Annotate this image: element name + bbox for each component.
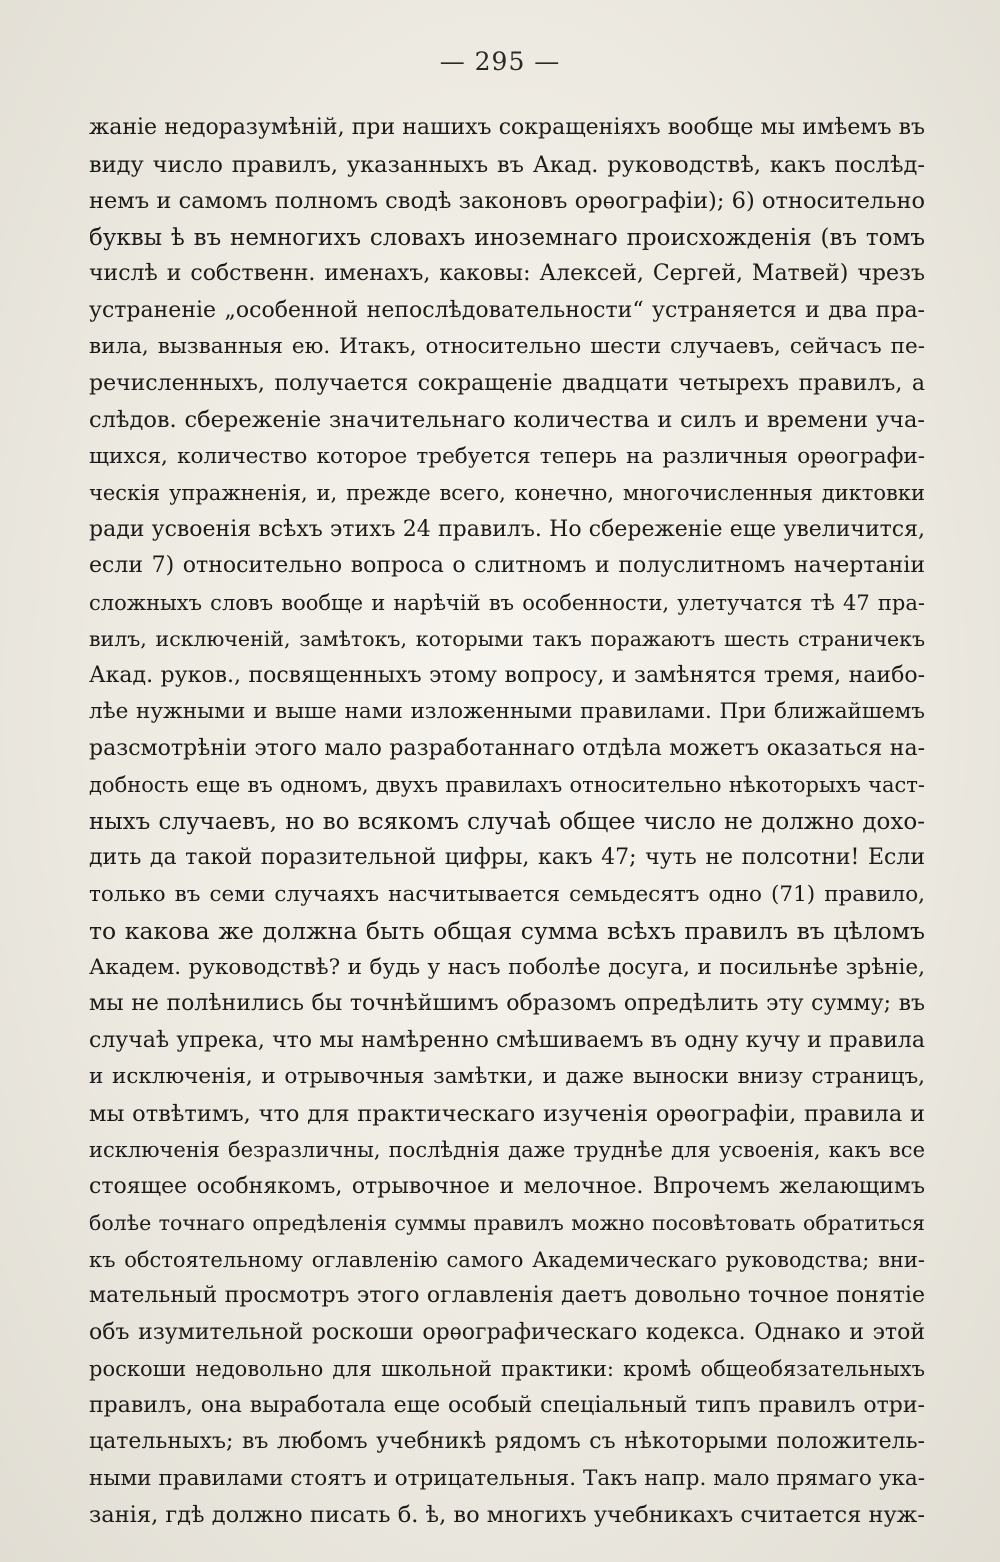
text-line: Академ. руководствѣ? и будь у насъ поболѣе досуга, и посильнѣе зрѣніе, [89, 954, 925, 980]
text-line: мы отвѣтимъ, что для практическаго изученія орѳографіи, правила и [89, 1100, 925, 1127]
text-line: занія, гдѣ должно писать б. ѣ, во многихъ учебникахъ считается нуж- [89, 1502, 925, 1528]
text-line: вила, вызванныя ею. Итакъ, относительно шести случаевъ, сейчасъ пе- [89, 334, 925, 359]
text-line: ради усвоенія всѣхъ этихъ 24 правилъ. Но сбереженіе еще увеличится, [89, 516, 925, 542]
page-number: — 295 — [439, 47, 561, 76]
text-line: речисленныхъ, получается сокращеніе двадцати четырехъ правилъ, а [89, 370, 925, 396]
text-line: то какова же должна быть общая сумма всѣхъ правилъ въ цѣломъ [89, 917, 925, 945]
body-text [89, 110, 925, 1534]
text-line: ческія упражненія, и, прежде всего, конечно, многочисленныя диктовки [89, 481, 925, 505]
text-line: стоящее особнякомъ, отрывочное и мелочное. Впрочемъ желающимъ [89, 1173, 925, 1199]
text-line: роскоши недовольно для школьной практики: кромѣ общеобязательныхъ [89, 1357, 925, 1381]
text-line: жаніе недоразумѣній, при нашихъ сокращеніяхъ вообще мы имѣемъ въ [89, 115, 925, 140]
text-line: если 7) относительно вопроса о слитномъ и полуслитномъ начертаніи [89, 553, 925, 578]
text-line: случаѣ упрека, что мы намѣренно смѣшиваемъ въ одну кучу и правила [89, 1027, 925, 1053]
text-line: вилъ, исключеній, замѣтокъ, которыми такъ поражаютъ шесть страничекъ [89, 627, 925, 651]
text-line: исключенія безразличны, послѣднія даже труднѣе для усвоенія, какъ все [89, 1138, 925, 1162]
text-line: болѣе точнаго опредѣленія суммы правилъ можно посовѣтовать обратиться [89, 1211, 925, 1235]
text-line: цательныхъ; въ любомъ учебникѣ рядомъ съ нѣкоторыми положитель- [89, 1429, 925, 1454]
text-line: добность еще въ одномъ, двухъ правилахъ относительно нѣкоторыхъ част- [89, 773, 925, 797]
text-line: ныхъ случаевъ, но во всякомъ случаѣ общее число не должно дохо- [89, 808, 925, 835]
text-line: немъ и самомъ полномъ сводѣ законовъ орѳографіи); 6) относительно [89, 188, 925, 214]
text-line: лѣе нужными и выше нами изложенными правилами. При ближайшемъ [89, 699, 925, 724]
text-line: къ обстоятельному оглавленію самого Академическаго руководства; вни- [89, 1247, 925, 1272]
text-line: разсмотрѣніи этого мало разработаннаго отдѣла можетъ оказаться на- [89, 735, 925, 761]
text-line: мы не полѣнились бы точнѣйшимъ образомъ опредѣлить эту сумму; въ [89, 991, 925, 1016]
text-line: числѣ и собственн. именахъ, каковы: Алексей, Сергей, Матвей) чрезъ [89, 261, 925, 286]
text-line: щихся, количество которое требуется теперь на различныя орѳографи- [89, 443, 925, 469]
text-line: дить да такой поразительной цифры, какъ 47; чуть не полсотни! Если [89, 845, 925, 870]
text-line: только въ семи случаяхъ насчитывается семьдесятъ одно (71) правило, [89, 881, 925, 907]
text-line: мательный просмотръ этого оглавленія даетъ довольно точное понятіе [89, 1283, 925, 1308]
text-line: сложныхъ словъ вообще и нарѣчій въ особенности, улетучатся тѣ 47 пра- [89, 590, 925, 615]
text-line: Акад. руков., посвященныхъ этому вопросу, и замѣнятся тремя, наибо- [89, 662, 925, 688]
text-line: ными правилами стоятъ и отрицательныя. Такъ напр. мало прямаго ука- [89, 1465, 925, 1491]
text-line: буквы ѣ въ немногихъ словахъ иноземнаго происхожденія (въ томъ [89, 224, 925, 251]
text-line: объ изумительной роскоши орѳографическаго кодекса. Однако и этой [89, 1319, 925, 1345]
text-line: правилъ, она выработала еще особый спеціальный типъ правилъ отри- [89, 1392, 925, 1418]
text-line: устраненіе „особенной непослѣдовательности“ устраняется и два пра- [89, 297, 925, 323]
text-line: слѣдов. сбереженіе значительнаго количества и силъ и времени уча- [89, 407, 925, 433]
text-line: виду число правилъ, указанныхъ въ Акад. руководствѣ, какъ послѣд- [89, 151, 925, 178]
text-line: и исключенія, и отрывочныя замѣтки, и даже выноски внизу страницъ, [89, 1064, 925, 1089]
